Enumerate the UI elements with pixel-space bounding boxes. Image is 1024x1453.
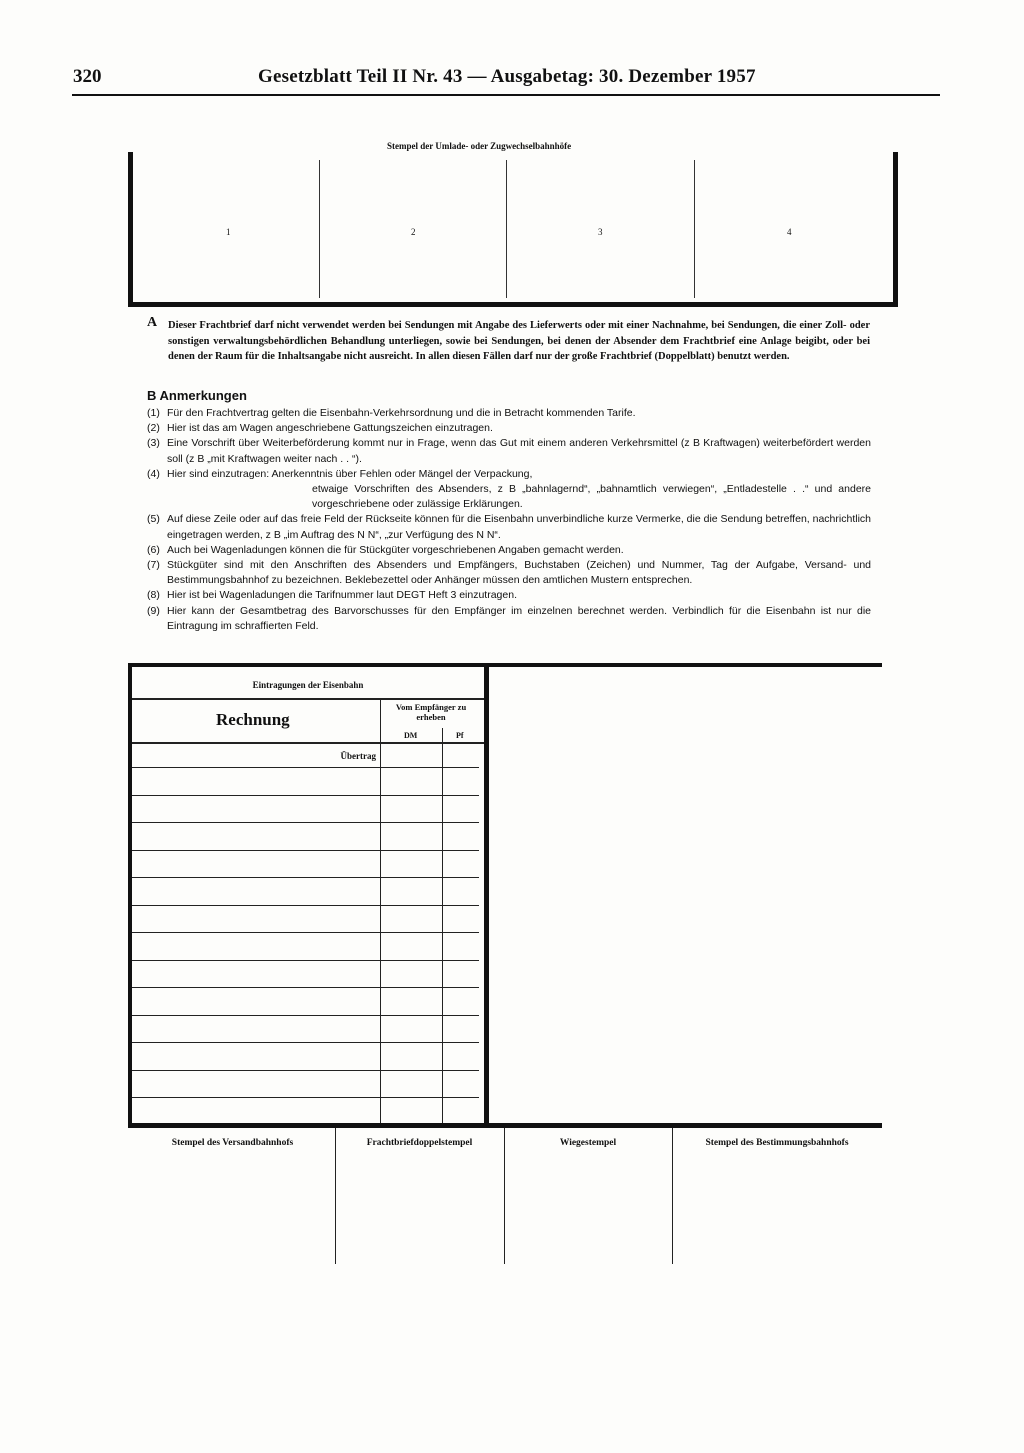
register-entry-line (132, 877, 479, 878)
note-b-text: Auf diese Zeile oder auf das freie Feld der Rückseite können für die Eisenbahn unverbindliche kurze Vermerke, die die Sendung betreffen, nachrichtlich eingetragen werden, z B „im Auftrag des N N“, „zur Verfügung des N N“. (167, 513, 871, 541)
note-b-text: Hier ist das am Wagen angeschriebene Gattungszeichen einzutragen. (167, 422, 493, 435)
register-entry-line (132, 1070, 479, 1071)
stamp-box (128, 152, 898, 307)
note-b-title: B Anmerkungen (147, 388, 247, 403)
note-b-text: Hier kann der Gesamtbetrag des Barvorschusses für den Empfänger im einzelnen berechnet werden. Verbindlich für die Eisenbahn ist nur die Eintragung im schraffierten Feld. (167, 604, 871, 632)
note-a-letter: A (147, 315, 158, 330)
stamp-label-destination-station: Stempel des Bestimmungsbahnhofs (705, 1138, 849, 1148)
register-entry-line (132, 795, 479, 796)
register-rule (132, 698, 484, 700)
stamp-field-number: 4 (787, 227, 792, 237)
column-dm-label: DM (404, 731, 418, 740)
stamp-label-weighing: Wiegestempel (559, 1138, 617, 1148)
register-entry-line (132, 905, 479, 906)
stamp-box-divider (506, 160, 507, 298)
stamp-divider (335, 1128, 336, 1264)
note-b-number: (6) (147, 543, 160, 556)
column-divider (380, 699, 381, 1124)
note-b-item (147, 406, 871, 421)
stamp-label-dispatch-station: Stempel des Versandbahnhofs (171, 1138, 294, 1148)
register-rule (132, 742, 484, 744)
stamp-field-number: 3 (598, 227, 603, 237)
note-b-item (147, 558, 871, 588)
column-pf-label: Pf (456, 731, 464, 740)
register-entry-line (132, 1042, 479, 1043)
register-first-row-label: Übertrag (340, 751, 376, 761)
column-divider (442, 728, 443, 1124)
stamp-field-number: 1 (226, 227, 231, 237)
note-b-number (147, 482, 167, 512)
register-entry-line (132, 767, 479, 768)
note-a-text: Dieser Frachtbrief darf nicht verwendet werden bei Sendungen mit Angabe des Lieferwerts oder mit einer Nachnahme, bei Sendungen, die einer Zoll- oder sonstigen verwaltungsbehördlichen Behandlung unterliegen, sowie bei Sendungen, bei denen der Absender dem Frachtbrief eine Anlage beigibt, oder bei denen der Raum für die Inhaltsangabe nicht ausreicht. In allen diesen Fällen darf nur der große Frachtbrief (Doppelblatt) benutzt werden. (168, 320, 870, 362)
note-b-item (147, 543, 871, 558)
note-b-number: (5) (147, 513, 160, 526)
note-b-text: etwaige Vorschriften des Absenders, z B „bahnlagernd“, „bahnamtlich verwiegen“, „Entladestelle . .“ und andere vorgeschriebene oder zulässige Erklärungen. (312, 483, 871, 511)
note-b-text: Auch bei Wagenladungen können die für Stückgüter vorgeschriebenen Angaben gemacht werden. (167, 543, 624, 556)
note-b-text: Hier ist bei Wagenladungen die Tarifnummer laut DEGT Heft 3 einzutragen. (167, 589, 517, 602)
register-entry-line (132, 1015, 479, 1016)
note-b-text: Für den Frachtvertrag gelten die Eisenbahn-Verkehrsordnung und die in Betracht kommenden Tarife. (167, 407, 636, 419)
header-rule (72, 94, 940, 96)
page-number: 320 (73, 66, 102, 87)
note-b-item (147, 604, 871, 634)
note-b-number: (9) (147, 604, 160, 617)
note-b-number: (7) (147, 559, 160, 572)
note-b-item (147, 436, 871, 466)
register-entry-line (132, 932, 479, 933)
note-b-item (147, 588, 871, 603)
note-b-item (147, 467, 871, 482)
note-b-number: (4) (147, 467, 160, 480)
stamp-box-divider (694, 160, 695, 298)
stamp-box-divider (319, 160, 320, 298)
register-header: Eintragungen der Eisenbahn (252, 680, 364, 690)
note-b-number: (8) (147, 589, 160, 602)
stamp-divider (672, 1128, 673, 1264)
note-b-list (147, 406, 871, 634)
note-b-item (147, 482, 871, 512)
note-b-number: (3) (147, 437, 160, 450)
note-b-text: Eine Vorschrift über Weiterbeförderung kommt nur in Frage, wenn das Gut mit einem anderen Verkehrsmittel (z B Kraftwagen) weiterbefördert werden soll (z B „mit Kraftwagen weiter nach . . “). (167, 437, 871, 465)
note-b-item (147, 512, 871, 542)
register-entry-line (132, 960, 479, 961)
bottom-rule (128, 1123, 882, 1128)
stamp-field-number: 2 (411, 227, 416, 237)
register-entry-line (132, 822, 479, 823)
register-entry-line (132, 987, 479, 988)
register-title: Rechnung (216, 710, 290, 729)
register-entry-line (132, 850, 479, 851)
note-b-text: Stückgüter sind mit den Anschriften des Absenders und Empfängers, Buchstaben (Zeichen) und Nummer, Tag der Aufgabe, Versand- und Bestimmungsbahnhof zu bezeichnen. Beklebezettel oder Anhänger müssen den amtlichen Mustern entsprechen. (167, 559, 871, 587)
register-entry-line (132, 1097, 479, 1098)
note-b-item (147, 421, 871, 436)
running-title: Gesetzblatt Teil II Nr. 43 — Ausgabetag: 30. Dezember 1957 (258, 66, 756, 87)
note-b-text: Hier sind einzutragen: Anerkenntnis über Fehlen oder Mängel der Verpackung, (167, 467, 533, 480)
stamp-box-caption: Stempel der Umlade- oder Zugwechselbahnhöfe (387, 141, 572, 151)
stamp-divider (504, 1128, 505, 1264)
stamp-label-duplicate: Frachtbriefdoppelstempel (366, 1138, 473, 1148)
note-b-number: (1) (147, 407, 160, 419)
register-box (128, 667, 489, 1124)
note-b-number: (2) (147, 422, 160, 435)
column-header-recipient: Vom Empfänger zu erheben (395, 702, 467, 722)
